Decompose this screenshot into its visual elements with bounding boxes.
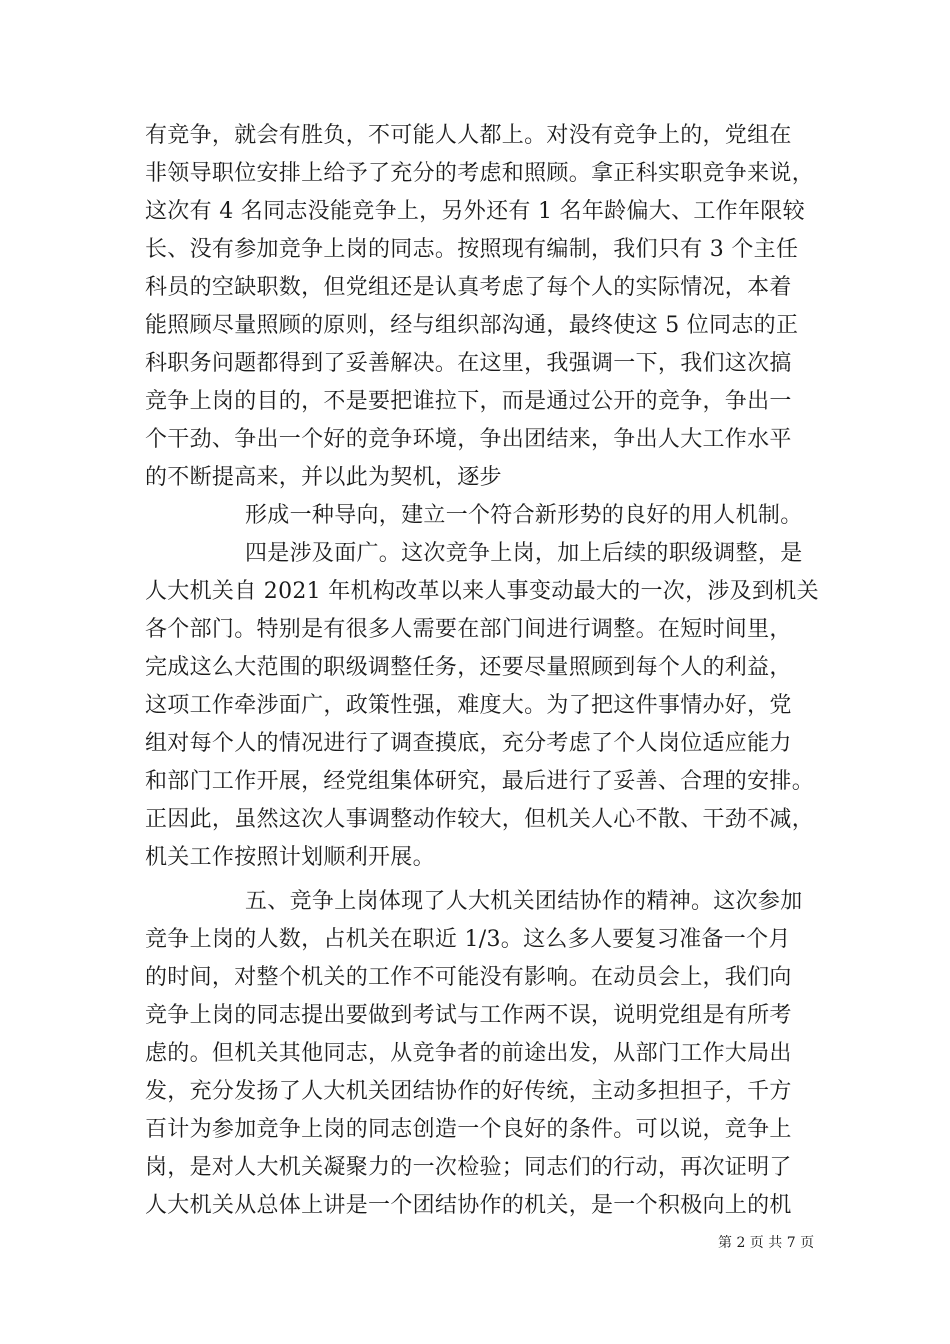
body-text-line: 岗，是对人大机关凝聚力的一次检验；同志们的行动，再次证明了 xyxy=(145,1155,792,1180)
body-text-line: 这项工作牵涉面广，政策性强，难度大。为了把这件事情办好，党 xyxy=(145,693,792,718)
body-text-line: 发，充分发扬了人大机关团结协作的好传统，主动多担担子，千方 xyxy=(145,1079,792,1104)
body-text-line: 这次有 4 名同志没能竞争上，另外还有 1 名年龄偏大、工作年限较 xyxy=(145,199,805,224)
paragraph-start-line: 四是涉及面广。这次竞争上岗，加上后续的职级调整，是 xyxy=(245,541,803,566)
body-text-line: 人大机关从总体上讲是一个团结协作的机关，是一个积极向上的机 xyxy=(145,1193,792,1218)
body-text-line: 人大机关自 2021 年机构改革以来人事变动最大的一次，涉及到机关 xyxy=(145,579,819,604)
body-text-line: 的时间，对整个机关的工作不可能没有影响。在动员会上，我们向 xyxy=(145,965,792,990)
page-number-footer: 第 2 页 共 7 页 xyxy=(718,1235,815,1251)
body-text-line: 科员的空缺职数，但党组还是认真考虑了每个人的实际情况，本着 xyxy=(145,275,792,300)
body-text-line: 竞争上岗的目的，不是要把谁拉下，而是通过公开的竞争，争出一 xyxy=(145,389,792,414)
body-text-line: 机关工作按照计划顺利开展。 xyxy=(145,845,435,870)
section-heading-line: 五、竞争上岗体现了人大机关团结协作的精神。这次参加 xyxy=(245,889,803,914)
body-text-line: 能照顾尽量照顾的原则，经与组织部沟通，最终使这 5 位同志的正 xyxy=(145,313,799,338)
body-text-line: 非领导职位安排上给予了充分的考虑和照顾。拿正科实职竞争来说， xyxy=(145,161,815,186)
body-text-line: 完成这么大范围的职级调整任务，还要尽量照顾到每个人的利益， xyxy=(145,655,792,680)
body-text-line: 百计为参加竞争上岗的同志创造一个良好的条件。可以说，竞争上 xyxy=(145,1117,792,1142)
body-text-line: 竞争上岗的同志提出要做到考试与工作两不误，说明党组是有所考 xyxy=(145,1003,792,1028)
body-text-line: 竞争上岗的人数，占机关在职近 1/3。这么多人要复习准备一个月 xyxy=(145,927,791,952)
body-text-line: 组对每个人的情况进行了调查摸底，充分考虑了个人岗位适应能力 xyxy=(145,731,792,756)
body-text-line: 的不断提高来，并以此为契机，逐步 xyxy=(145,465,502,490)
body-text-line: 和部门工作开展，经党组集体研究，最后进行了妥善、合理的安排。 xyxy=(145,769,815,794)
body-text-line: 形成一种导向，建立一个符合新形势的良好的用人机制。 xyxy=(245,503,803,528)
body-text-line: 科职务问题都得到了妥善解决。在这里，我强调一下，我们这次搞 xyxy=(145,351,792,376)
body-text-line: 正因此，虽然这次人事调整动作较大，但机关人心不散、干劲不减， xyxy=(145,807,815,832)
body-text-line: 各个部门。特别是有很多人需要在部门间进行调整。在短时间里， xyxy=(145,617,792,642)
body-text-line: 长、没有参加竞争上岗的同志。按照现有编制，我们只有 3 个主任 xyxy=(145,237,799,262)
body-text-line: 虑的。但机关其他同志，从竞争者的前途出发，从部门工作大局出 xyxy=(145,1041,792,1066)
body-text-line: 个干劲、争出一个好的竞争环境，争出团结来，争出人大工作水平 xyxy=(145,427,792,452)
body-text-line: 有竞争，就会有胜负，不可能人人都上。对没有竞争上的，党组在 xyxy=(145,123,792,148)
